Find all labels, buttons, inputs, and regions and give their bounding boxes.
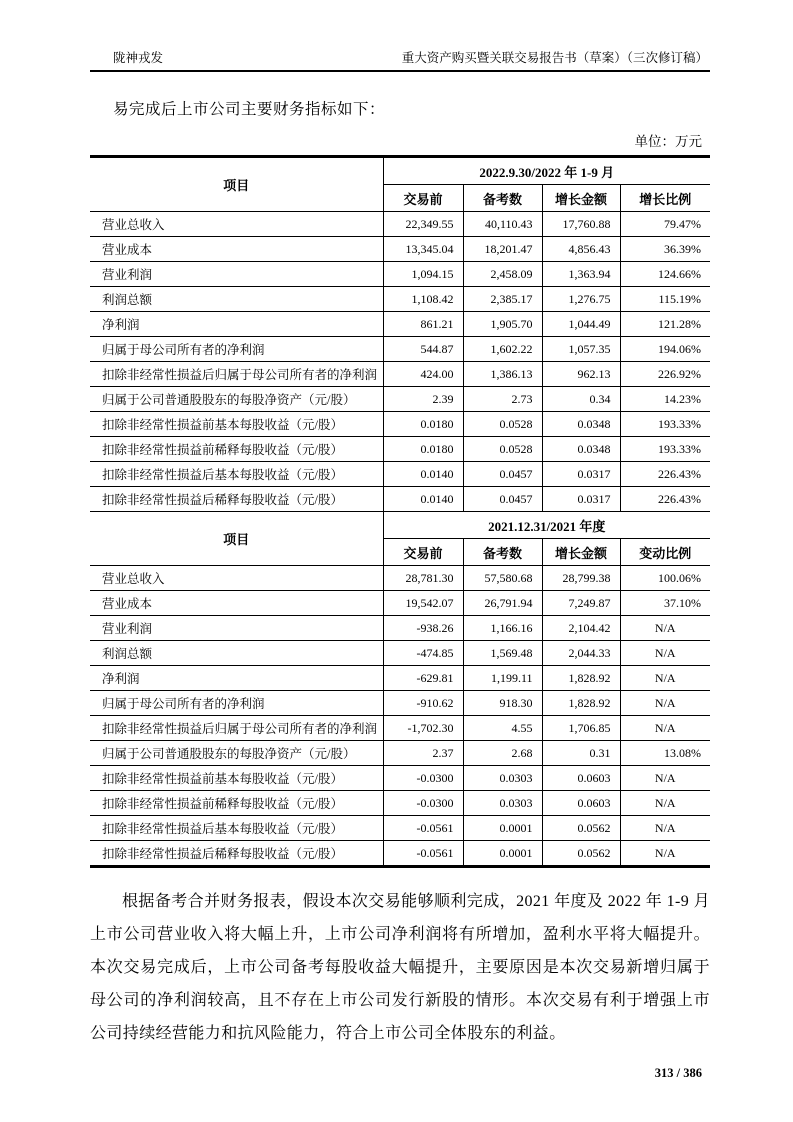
row-label: 扣除非经常性损益前稀释每股收益（元/股） xyxy=(90,791,383,816)
cell-value: 0.0528 xyxy=(463,412,542,437)
cell-value: 14.23% xyxy=(620,387,710,412)
cell-value: 0.0001 xyxy=(463,816,542,841)
row-label: 扣除非经常性损益后归属于母公司所有者的净利润 xyxy=(90,362,383,387)
cell-value: N/A xyxy=(620,691,710,716)
page-number: 313 / 386 xyxy=(654,1066,702,1080)
cell-value: 13,345.04 xyxy=(383,237,463,262)
col-header-4: 变动比例 xyxy=(620,539,710,566)
cell-value: 1,828.92 xyxy=(542,666,620,691)
cell-value: 22,349.55 xyxy=(383,212,463,237)
intro-line: 易完成后上市公司主要财务指标如下： xyxy=(113,101,386,118)
row-label: 扣除非经常性损益后基本每股收益（元/股） xyxy=(90,462,383,487)
table-row xyxy=(90,362,710,387)
table-row xyxy=(90,841,710,867)
cell-value: 0.0180 xyxy=(383,412,463,437)
cell-value: 1,363.94 xyxy=(542,262,620,287)
cell-value: 7,249.87 xyxy=(542,591,620,616)
cell-value: 1,905.70 xyxy=(463,312,542,337)
table-row xyxy=(90,212,710,237)
cell-value: -938.26 xyxy=(383,616,463,641)
cell-value: 26,791.94 xyxy=(463,591,542,616)
cell-value: 0.0140 xyxy=(383,462,463,487)
cell-value: 226.92% xyxy=(620,362,710,387)
cell-value: 0.34 xyxy=(542,387,620,412)
row-label: 归属于母公司所有者的净利润 xyxy=(90,691,383,716)
row-label: 扣除非经常性损益前基本每股收益（元/股） xyxy=(90,766,383,791)
col-header-item: 项目 xyxy=(90,512,383,566)
row-label: 利润总额 xyxy=(90,641,383,666)
cell-value: 1,108.42 xyxy=(383,287,463,312)
cell-value: 115.19% xyxy=(620,287,710,312)
cell-value: -0.0561 xyxy=(383,816,463,841)
table-row xyxy=(90,262,710,287)
row-label: 归属于公司普通股股东的每股净资产（元/股） xyxy=(90,387,383,412)
table-row xyxy=(90,412,710,437)
table-row xyxy=(90,666,710,691)
table-row xyxy=(90,641,710,666)
cell-value: N/A xyxy=(620,766,710,791)
cell-value: 100.06% xyxy=(620,566,710,591)
cell-value: 0.31 xyxy=(542,741,620,766)
cell-value: 2,044.33 xyxy=(542,641,620,666)
cell-value: 57,580.68 xyxy=(463,566,542,591)
cell-value: 1,276.75 xyxy=(542,287,620,312)
cell-value: 2.37 xyxy=(383,741,463,766)
col-header-2: 备考数 xyxy=(463,539,542,566)
cell-value: -1,702.30 xyxy=(383,716,463,741)
cell-value: 193.33% xyxy=(620,412,710,437)
cell-value: 0.0528 xyxy=(463,437,542,462)
cell-value: 0.0603 xyxy=(542,791,620,816)
cell-value: 79.47% xyxy=(620,212,710,237)
cell-value: 0.0303 xyxy=(463,791,542,816)
cell-value: 1,706.85 xyxy=(542,716,620,741)
table-row xyxy=(90,816,710,841)
table-row xyxy=(90,287,710,312)
row-label: 扣除非经常性损益前基本每股收益（元/股） xyxy=(90,412,383,437)
cell-value: N/A xyxy=(620,791,710,816)
row-label: 扣除非经常性损益后基本每股收益（元/股） xyxy=(90,816,383,841)
cell-value: 0.0562 xyxy=(542,816,620,841)
row-label: 利润总额 xyxy=(90,287,383,312)
body-paragraph: 根据备考合并财务报表，假设本次交易能够顺利完成，2021 年度及 2022 年 1-9 月上市公司营业收入将大幅上升，上市公司净利润将有所增加，盈利水平将大幅提升。本次交易完成后，上市公司备考每股收益大幅提升，主要原因是本次交易新增归属于母公司的净利润较高，且不存在上市公司发行新股的情形。本次交易有利于增强上市公司持续经营能力和抗风险能力，符合上市公司全体股东的利益。 xyxy=(90,893,710,1042)
cell-value: 37.10% xyxy=(620,591,710,616)
table-row xyxy=(90,766,710,791)
cell-value: N/A xyxy=(620,716,710,741)
table-row xyxy=(90,487,710,512)
cell-value: 18,201.47 xyxy=(463,237,542,262)
cell-value: -629.81 xyxy=(383,666,463,691)
cell-value: 2,385.17 xyxy=(463,287,542,312)
table-row xyxy=(90,566,710,591)
table-row xyxy=(90,791,710,816)
cell-value: 1,199.11 xyxy=(463,666,542,691)
cell-value: 1,602.22 xyxy=(463,337,542,362)
cell-value: -0.0300 xyxy=(383,766,463,791)
cell-value: 226.43% xyxy=(620,462,710,487)
row-label: 扣除非经常性损益后稀释每股收益（元/股） xyxy=(90,487,383,512)
page-header xyxy=(90,48,710,72)
cell-value: 19,542.07 xyxy=(383,591,463,616)
cell-value: N/A xyxy=(620,816,710,841)
cell-value: N/A xyxy=(620,841,710,867)
cell-value: 861.21 xyxy=(383,312,463,337)
row-label: 营业成本 xyxy=(90,237,383,262)
row-label: 净利润 xyxy=(90,312,383,337)
table-row xyxy=(90,741,710,766)
col-header-4: 增长比例 xyxy=(620,185,710,212)
cell-value: 1,166.16 xyxy=(463,616,542,641)
cell-value: 424.00 xyxy=(383,362,463,387)
cell-value: 28,781.30 xyxy=(383,566,463,591)
col-header-3: 增长金额 xyxy=(542,185,620,212)
col-header-3: 增长金额 xyxy=(542,539,620,566)
cell-value: 2,104.42 xyxy=(542,616,620,641)
row-label: 营业成本 xyxy=(90,591,383,616)
table-row xyxy=(90,437,710,462)
cell-value: -474.85 xyxy=(383,641,463,666)
cell-value: 4,856.43 xyxy=(542,237,620,262)
cell-value: 0.0317 xyxy=(542,487,620,512)
cell-value: 226.43% xyxy=(620,487,710,512)
cell-value: 0.0457 xyxy=(463,487,542,512)
financial-indicators-table xyxy=(90,155,710,868)
row-label: 扣除非经常性损益前稀释每股收益（元/股） xyxy=(90,437,383,462)
cell-value: 17,760.88 xyxy=(542,212,620,237)
row-label: 扣除非经常性损益后稀释每股收益（元/股） xyxy=(90,841,383,867)
cell-value: 0.0180 xyxy=(383,437,463,462)
cell-value: -910.62 xyxy=(383,691,463,716)
col-header-1: 交易前 xyxy=(383,185,463,212)
cell-value: 1,828.92 xyxy=(542,691,620,716)
cell-value: N/A xyxy=(620,616,710,641)
cell-value: 0.0562 xyxy=(542,841,620,867)
cell-value: 28,799.38 xyxy=(542,566,620,591)
cell-value: 962.13 xyxy=(542,362,620,387)
cell-value: 0.0457 xyxy=(463,462,542,487)
row-label: 营业总收入 xyxy=(90,212,383,237)
header-report-title: 重大资产购买暨关联交易报告书（草案）（三次修订稿） xyxy=(401,51,708,65)
cell-value: N/A xyxy=(620,666,710,691)
col-header-1: 交易前 xyxy=(383,539,463,566)
cell-value: 4.55 xyxy=(463,716,542,741)
cell-value: 0.0348 xyxy=(542,437,620,462)
table-row xyxy=(90,691,710,716)
period-header: 2021.12.31/2021 年度 xyxy=(383,512,710,539)
col-header-item: 项目 xyxy=(90,157,383,212)
cell-value: 124.66% xyxy=(620,262,710,287)
table-section-1 xyxy=(90,157,710,512)
cell-value: 544.87 xyxy=(383,337,463,362)
cell-value: 2.39 xyxy=(383,387,463,412)
cell-value: 40,110.43 xyxy=(463,212,542,237)
row-label: 净利润 xyxy=(90,666,383,691)
cell-value: 0.0348 xyxy=(542,412,620,437)
cell-value: 0.0603 xyxy=(542,766,620,791)
cell-value: 194.06% xyxy=(620,337,710,362)
table-row xyxy=(90,312,710,337)
cell-value: 13.08% xyxy=(620,741,710,766)
row-label: 归属于公司普通股股东的每股净资产（元/股） xyxy=(90,741,383,766)
table-row xyxy=(90,237,710,262)
cell-value: 0.0001 xyxy=(463,841,542,867)
cell-value: 2.73 xyxy=(463,387,542,412)
period-header: 2022.9.30/2022 年 1-9 月 xyxy=(383,157,710,185)
table-row xyxy=(90,462,710,487)
table-row xyxy=(90,387,710,412)
row-label: 扣除非经常性损益后归属于母公司所有者的净利润 xyxy=(90,716,383,741)
table-row xyxy=(90,591,710,616)
cell-value: -0.0561 xyxy=(383,841,463,867)
table-row xyxy=(90,337,710,362)
unit-label: 单位：万元 xyxy=(634,134,702,149)
row-label: 营业总收入 xyxy=(90,566,383,591)
cell-value: 1,044.49 xyxy=(542,312,620,337)
cell-value: N/A xyxy=(620,641,710,666)
cell-value: 1,386.13 xyxy=(463,362,542,387)
col-header-2: 备考数 xyxy=(463,185,542,212)
cell-value: 1,057.35 xyxy=(542,337,620,362)
cell-value: 1,569.48 xyxy=(463,641,542,666)
row-label: 归属于母公司所有者的净利润 xyxy=(90,337,383,362)
cell-value: 918.30 xyxy=(463,691,542,716)
row-label: 营业利润 xyxy=(90,262,383,287)
cell-value: -0.0300 xyxy=(383,791,463,816)
table-row xyxy=(90,616,710,641)
cell-value: 0.0317 xyxy=(542,462,620,487)
header-company-name: 陇神戎发 xyxy=(113,51,164,65)
row-label: 营业利润 xyxy=(90,616,383,641)
cell-value: 121.28% xyxy=(620,312,710,337)
cell-value: 1,094.15 xyxy=(383,262,463,287)
cell-value: 2,458.09 xyxy=(463,262,542,287)
table-section-2 xyxy=(90,512,710,867)
cell-value: 2.68 xyxy=(463,741,542,766)
cell-value: 0.0140 xyxy=(383,487,463,512)
cell-value: 36.39% xyxy=(620,237,710,262)
cell-value: 0.0303 xyxy=(463,766,542,791)
table-row xyxy=(90,716,710,741)
cell-value: 193.33% xyxy=(620,437,710,462)
